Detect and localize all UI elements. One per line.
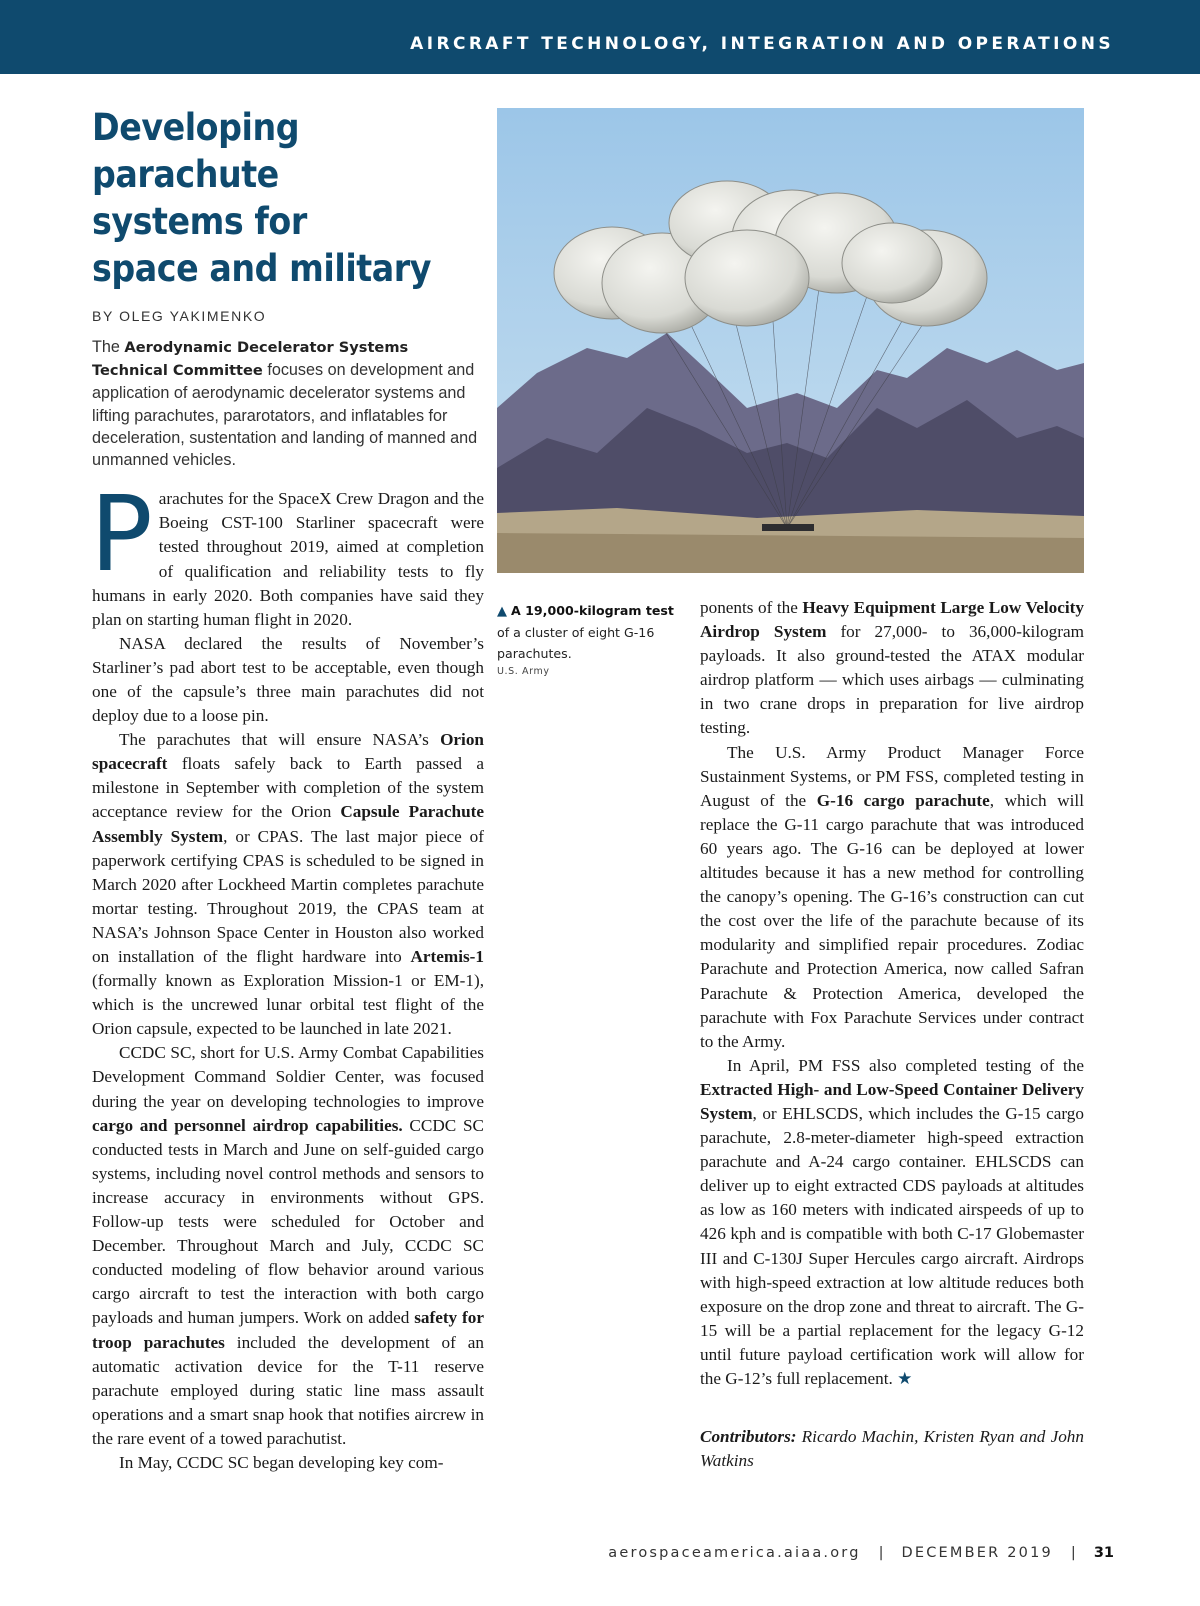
footer-separator: | xyxy=(878,1545,884,1561)
paragraph xyxy=(90,473,484,632)
parachute-photo-illustration xyxy=(497,108,1084,573)
paragraph xyxy=(700,1054,1084,1391)
body-text-left xyxy=(90,473,484,1475)
intro-paragraph xyxy=(92,336,484,471)
parachute-photo xyxy=(497,108,1084,573)
bold-term: Artemis-1 xyxy=(410,947,484,966)
bold-term: safety for troop parachutes xyxy=(92,1308,484,1352)
byline: BY OLEG YAKIMENKO xyxy=(92,308,267,324)
caption-rest: of a cluster of eight G-16 parachutes. xyxy=(497,625,655,661)
footer-separator: | xyxy=(1070,1545,1076,1561)
ground-shadow xyxy=(497,533,1084,573)
text: CCDC SC conducted tests in March and June on self-guided cargo systems, including novel control methods and sensors to increase accuracy in environments without GPS. Follow-up tests were scheduled for October and December. Throughout March and July, CCDC SC conducted modeling of flow behavior around various cargo aircraft to test the interaction with both cargo payloads and human jumpers. Work on added xyxy=(92,1115,484,1328)
paragraph xyxy=(700,741,1084,1054)
title-line: space and military xyxy=(92,247,432,290)
text: ponents of the xyxy=(700,598,803,617)
intro-text: focuses on development and application of aerodynamic decelerator systems and lifting parachutes, pararotators, and inflatables for deceleration, sustentation and landing of manned and unmanned vehicles. xyxy=(92,361,478,470)
bold-term: Extracted High- and Low-Speed Container Delivery System xyxy=(700,1079,1084,1123)
footer-site: aerospaceamerica.aiaa.org xyxy=(608,1545,861,1561)
paragraph xyxy=(700,596,1084,741)
bold-term: G-16 cargo parachute xyxy=(816,790,990,810)
page-footer xyxy=(608,1545,1114,1561)
page-number: 31 xyxy=(1093,1545,1114,1561)
intro-lead: The xyxy=(92,338,125,356)
paragraph-text: arachutes for the SpaceX Crew Dragon and the Boeing CST-100 Starliner spacecraft were tested throughout 2019, aimed at completion of qualification and reliability tests to fly humans in early 2020. Both companies have said they plan on starting human flight in 2020. xyxy=(92,489,484,629)
caption-bold: A 19,000-kilogram test xyxy=(511,603,674,618)
paragraph xyxy=(92,728,484,1041)
title-line: systems for xyxy=(92,200,307,243)
contributors-names: Ricardo Machin, Kristen Ryan and John Watkins xyxy=(700,1427,1084,1471)
text: floats safely back to Earth passed a milestone in September with completion of the system acceptance review for the Orion xyxy=(92,754,484,822)
text: The parachutes that will ensure NASA’s xyxy=(119,730,441,750)
body-text-right xyxy=(700,596,1084,1391)
text: The U.S. Army Product Manager Force Sustainment Systems, or PM FSS, completed testing in August of the xyxy=(700,742,1084,810)
header-bar xyxy=(0,0,1200,74)
right-column xyxy=(700,596,1084,1473)
text: for 27,000- to 36,000-kilogram payloads. It also ground-tested the ATAX modular airdrop platform — which uses airbags — culminating in two crane drops in preparation for live airdrop testing. xyxy=(700,622,1084,738)
text: , which will replace the G-11 cargo parachute that was introduced 60 years ago. The G-16 can be deployed at lower altitudes because it has a new method for controlling the canopy’s opening. The G-16’s construction can cut the cost over the life of the parachute because of its modularity and simplified repair procedures. Zodiac Parachute and Protection America, now called Safran Parachute & Protection America, developed the parachute with Fox Parachute Services under contract to the Army. xyxy=(700,790,1084,1051)
text: , or EHLSCDS, which includes the G-15 cargo parachute, 2.8-meter-diameter high-speed extraction parachute and A-24 cargo container. EHLSCDS can deliver up to eight extracted CDS payloads at altitudes as low as 160 meters with indicated airspeeds of up to 426 kph and is compatible with both C-17 Globemaster III and C-130J Super Hercules cargo aircraft. Airdrops with high-speed extraction at low altitude reduces both exposure on the drop zone and threat to aircraft. The G-15 will be a partial replacement for the legacy G-12 until future payload certification work will allow for the G-12’s full replacement. xyxy=(700,1103,1084,1388)
contributors-label: Contributors: xyxy=(700,1427,797,1447)
committee-name: Aerodynamic Decelerator Systems Technical Committee xyxy=(92,339,409,380)
cargo-platform xyxy=(762,524,814,531)
paragraph: In May, CCDC SC began developing key com- xyxy=(119,1452,444,1472)
drop-cap: P xyxy=(90,473,153,596)
photo-credit: U.S. Army xyxy=(497,666,550,677)
bold-term: cargo and personnel airdrop capabilities. xyxy=(92,1115,403,1135)
article-title xyxy=(92,104,488,292)
star-icon: ★ xyxy=(897,1369,913,1388)
text: CCDC SC, short for U.S. Army Combat Capabilities Development Command Soldier Center, was focused during the year on developing technologies to improve xyxy=(92,1043,484,1111)
text: included the development of an automatic activation device for the T-11 reserve parachute employed during static line mass assault operations and a smart snap hook that notifies aircrew in the rare event of a towed parachutist. xyxy=(92,1332,484,1448)
text: In April, PM FSS also completed testing of the xyxy=(727,1055,1084,1075)
paragraph xyxy=(92,1041,484,1451)
title-line: Developing parachute xyxy=(92,106,300,196)
text: , or CPAS. The last major piece of paperwork certifying CPAS is scheduled to be signed in March 2020 after Lockheed Martin completes parachute mortar testing. Throughout 2019, the CPAS team at NASA’s Johnson Space Center in Houston also worked on installation of the flight hardware into xyxy=(92,826,484,966)
bold-term: Heavy Equipment Large Low Velocity Airdrop System xyxy=(700,598,1084,642)
triangle-icon: ▲ xyxy=(497,604,507,619)
section-title: AIRCRAFT TECHNOLOGY, INTEGRATION AND OPERATIONS xyxy=(410,34,1114,54)
caption-text xyxy=(497,600,687,664)
paragraph: NASA declared the results of November’s Starliner’s pad abort test to be acceptable, even though one of the capsule’s three main parachutes did not deploy due to a loose pin. xyxy=(92,633,484,726)
contributors xyxy=(700,1425,1084,1473)
bold-term: Capsule Parachute Assembly System xyxy=(92,802,484,846)
left-column xyxy=(92,104,484,1475)
bold-term: Orion spacecraft xyxy=(92,730,484,774)
footer-issue: DECEMBER 2019 xyxy=(901,1545,1053,1561)
text: (formally known as Exploration Mission-1 or EM-1), which is the uncrewed lunar orbital test flight of the Orion capsule, expected to be launched in late 2021. xyxy=(92,971,484,1039)
photo-caption xyxy=(497,600,687,677)
